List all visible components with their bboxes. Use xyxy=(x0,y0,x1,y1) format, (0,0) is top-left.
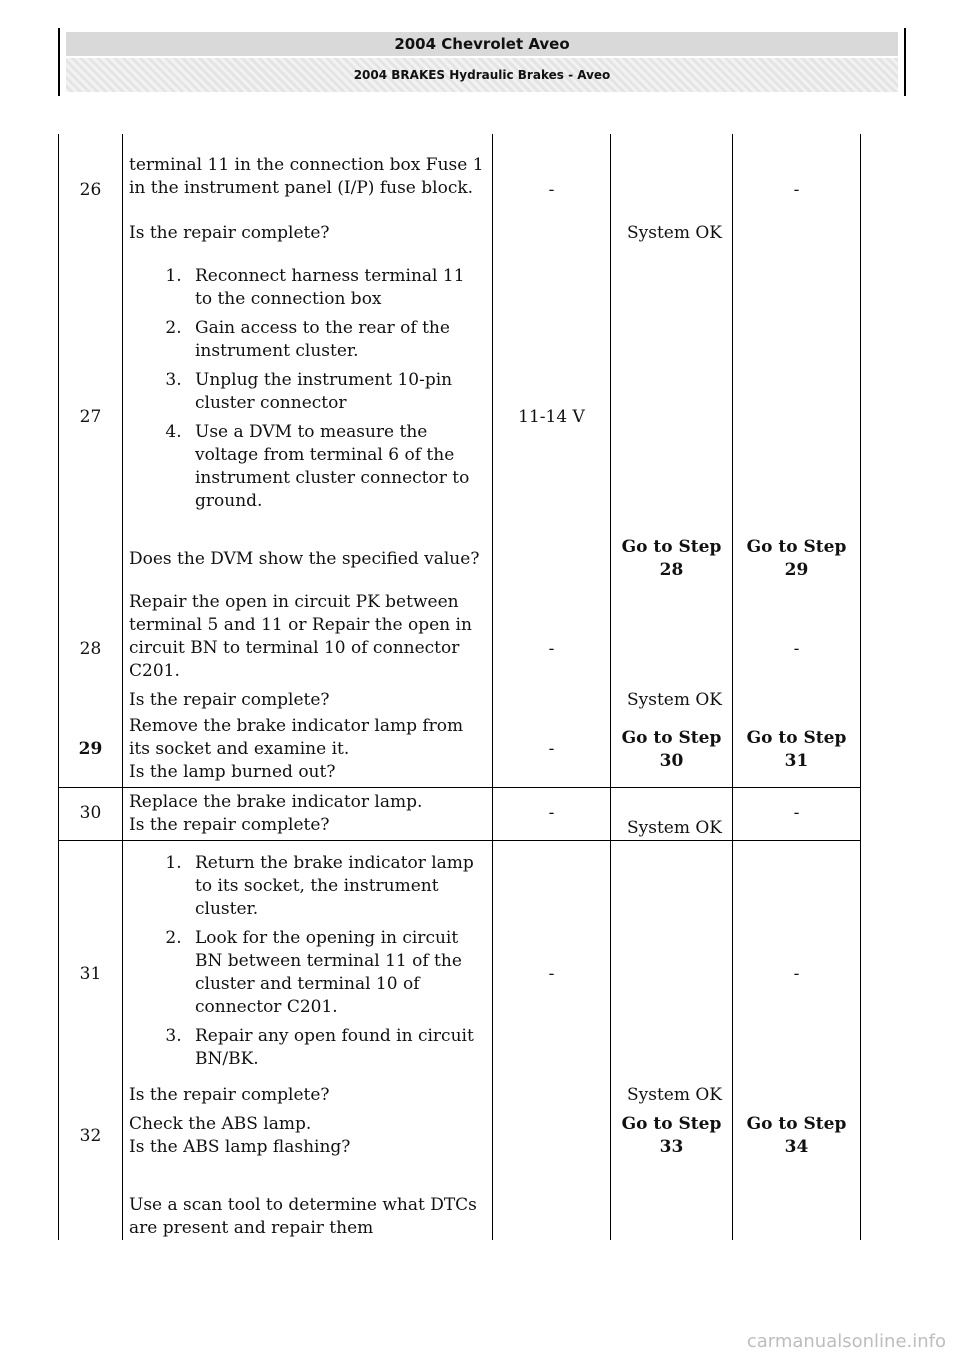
action-text: Remove the brake indicator lamp from its socket and examine it. xyxy=(129,716,464,760)
list-item: 2. Look for the opening in circuit BN between terminal 11 of the cluster and terminal 10 of connector C201. xyxy=(187,927,486,1019)
no-result: Go to Step 29 xyxy=(733,532,861,587)
action-text: Check the ABS lamp. xyxy=(129,1114,312,1135)
step-number: 29 xyxy=(59,712,123,787)
no-result: - xyxy=(733,787,861,840)
list-item: 1. Reconnect harness terminal 11 to the connection box xyxy=(187,265,486,311)
question-text: Is the repair complete? xyxy=(123,688,493,712)
table-row xyxy=(59,532,861,587)
action-cell xyxy=(123,712,493,787)
step-number: 31 xyxy=(59,840,123,1108)
step-number: 28 xyxy=(59,587,123,713)
step-number: 27 xyxy=(59,248,123,587)
value-cell: - xyxy=(493,134,611,248)
value-cell: - xyxy=(493,840,611,1108)
action-text: Repair the open in circuit PK between terminal 5 and 11 or Repair the open in circuit BN to terminal 10 of connector C201. xyxy=(123,587,493,688)
yes-result: System OK xyxy=(611,219,733,247)
step-number: 26 xyxy=(59,134,123,248)
value-cell: - xyxy=(493,712,611,787)
no-result: - xyxy=(733,134,861,248)
value-cell: 11-14 V xyxy=(493,248,611,587)
question-text: Is the repair complete? xyxy=(129,814,330,835)
action-text: terminal 11 in the connection box Fuse 1 in the instrument panel (I/P) fuse block. xyxy=(123,134,493,219)
procedure-list xyxy=(123,248,493,532)
table-row xyxy=(59,787,861,840)
yes-result: System OK xyxy=(611,1084,733,1108)
no-result: Go to Step 31 xyxy=(733,712,861,787)
yes-result: System OK xyxy=(611,787,733,840)
value-cell: - xyxy=(493,787,611,840)
table-row xyxy=(59,1108,861,1165)
yes-result: Go to Step 33 xyxy=(611,1108,733,1165)
no-result: Go to Step 34 xyxy=(733,1108,861,1165)
no-result: - xyxy=(733,840,861,1108)
procedure-list xyxy=(123,840,493,1084)
table-row xyxy=(59,134,861,219)
list-item: 1. Return the brake indicator lamp to its socket, the instrument cluster. xyxy=(187,852,486,921)
step-number: 32 xyxy=(59,1108,123,1165)
question-text: Is the repair complete? xyxy=(123,219,493,247)
question-text: Is the lamp burned out? xyxy=(129,762,336,783)
action-text: Replace the brake indicator lamp. xyxy=(129,791,423,812)
value-cell: - xyxy=(493,587,611,713)
step-number: 30 xyxy=(59,787,123,840)
question-text: Is the repair complete? xyxy=(123,1084,493,1108)
diagnostic-table xyxy=(58,134,861,1240)
table-row xyxy=(59,248,861,532)
value-cell xyxy=(493,1108,611,1165)
list-item: 2. Gain access to the rear of the instrument cluster. xyxy=(187,317,486,363)
page-header xyxy=(58,28,906,96)
yes-result: Go to Step 30 xyxy=(611,712,733,787)
table-row xyxy=(59,712,861,787)
no-result: - xyxy=(733,587,861,713)
table-row xyxy=(59,587,861,688)
list-item: 3. Unplug the instrument 10-pin cluster connector xyxy=(187,369,486,415)
action-cell xyxy=(123,787,493,840)
question-text: Is the ABS lamp flashing? xyxy=(129,1137,351,1158)
yes-result: System OK xyxy=(611,688,733,712)
watermark-text: carmanualsonline.info xyxy=(746,1331,946,1352)
list-item: 4. Use a DVM to measure the voltage from terminal 6 of the instrument cluster connector to ground. xyxy=(187,421,486,513)
table-row xyxy=(59,840,861,1084)
document-title: 2004 Chevrolet Aveo xyxy=(66,32,898,56)
question-text: Does the DVM show the specified value? xyxy=(123,532,493,587)
yes-result: Go to Step 28 xyxy=(611,532,733,587)
table-row xyxy=(59,1165,861,1240)
action-cell xyxy=(123,1108,493,1165)
list-item: 3. Repair any open found in circuit BN/BK. xyxy=(187,1025,486,1071)
document-subtitle: 2004 BRAKES Hydraulic Brakes - Aveo xyxy=(66,58,898,92)
action-text: Use a scan tool to determine what DTCs are present and repair them xyxy=(123,1165,493,1240)
